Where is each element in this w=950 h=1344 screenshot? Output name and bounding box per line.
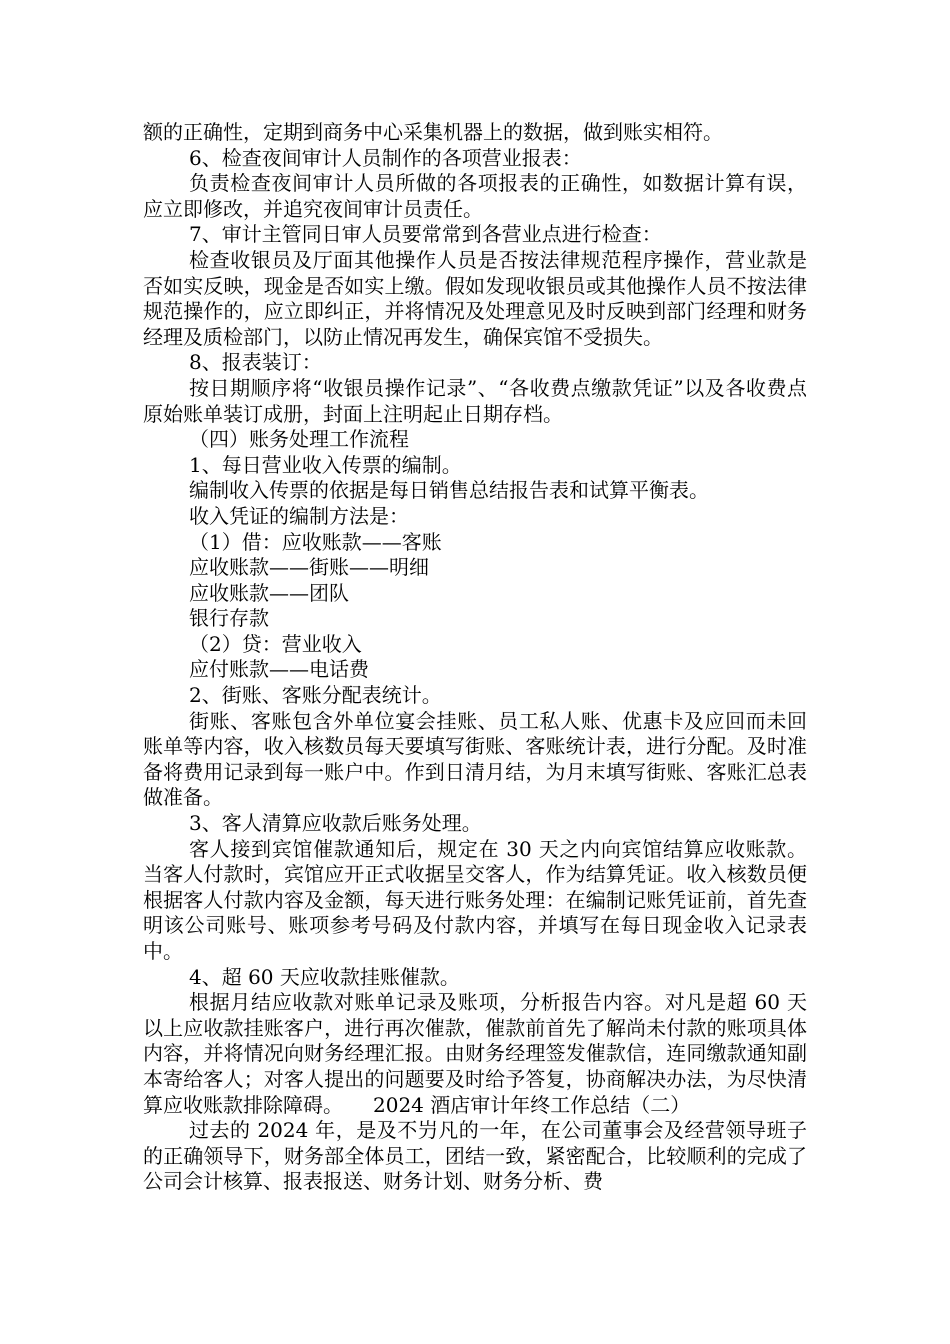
- journal-entry-line: 银行存款: [189, 606, 269, 631]
- paragraph: 编制收入传票的依据是每日销售总结报告表和试算平衡表。: [189, 478, 709, 503]
- journal-entry-line: （1）借：应收账款——客账: [189, 529, 442, 554]
- paragraph: 街账、客账包含外单位宴会挂账、员工私人账、优惠卡及应回而未回账单等内容，收入核数员每天要填写街账、客账统计表，进行分配。及时准备将费用记录到每一账户中。作到日清月结，为月末填写街账、客账汇总表做准备。: [143, 708, 807, 810]
- heading-item-8: 8、报表装订：: [189, 350, 322, 375]
- journal-entry-line: （2）贷：营业收入: [189, 631, 362, 656]
- document-body: [143, 120, 807, 1195]
- heading-item-6: 6、检查夜间审计人员制作的各项营业报表：: [189, 145, 582, 170]
- paragraph: 按日期顺序将“收银员操作记录”、“各收费点缴款凭证”以及各收费点原始账单装订成册，封面上注明起止日期存档。: [143, 375, 807, 426]
- journal-entry-line: 应收账款——团队: [189, 580, 349, 605]
- paragraph: 检查收银员及厅面其他操作人员是否按法律规范程序操作，营业款是否如实反映，现金是否如实上缴。假如发现收银员或其他操作人员不按法律规范操作的，应立即纠正，并将情况及处理意见及时反映到部门经理和财务经理及质检部门，以防止情况再发生，确保宾馆不受损失。: [143, 247, 807, 349]
- heading-item-4: 4、超 60 天应收款挂账催款。: [189, 964, 460, 989]
- paragraph: 收入凭证的编制方法是：: [189, 503, 409, 528]
- heading-item-2: 2、街账、客账分配表统计。: [189, 683, 442, 708]
- paragraph: 额的正确性，定期到商务中心采集机器上的数据，做到账实相符。: [143, 120, 723, 144]
- heading-item-1: 1、每日营业收入传票的编制。: [189, 452, 462, 477]
- paragraph: 负责检查夜间审计人员所做的各项报表的正确性，如数据计算有误，应立即修改，并追究夜间审计员责任。: [143, 171, 807, 221]
- paragraph: 过去的 2024 年，是及不屶凡的一年，在公司董事会及经营领导班子的正确领导下，财务部全体员工，团结一致，紧密配合，比较顺利的完成了公司会计核算、报表报送、财务计划、财务分析、费: [143, 1118, 807, 1194]
- journal-entry-line: 应付账款——电话费: [189, 657, 369, 682]
- section-heading: （四）账务处理工作流程: [189, 427, 409, 452]
- journal-entry-line: 应收账款——街账——明细: [189, 555, 429, 580]
- paragraph: 客人接到宾馆催款通知后，规定在 30 天之内向宾馆结算应收账款。当客人付款时，宾馆应开正式收据呈交客人，作为结算凭证。收入核数员便根据客人付款内容及金额，每天进行账务处理：在编制记账凭证前，首先查明该公司账号、账项参考号码及付款内容，并填写在每日现金收入记录表中。: [143, 836, 807, 963]
- heading-item-3: 3、客人清算应收款后账务处理。: [189, 811, 482, 836]
- heading-item-7: 7、审计主管同日审人员要常常到各营业点进行检查：: [189, 222, 662, 247]
- paragraph: 根据月结应收款对账单记录及账项，分析报告内容。对凡是超 60 天以上应收款挂账客户，进行再次催款，催款前首先了解尚未付款的账项具体内容，并将情况向财务经理汇报。由财务经理签发催款信，连同缴款通知副本寄给客人；对客人提出的问题要及时给予答复，协商解决办法，为尽快清算应收账款排除障碍。 2024 酒店审计年终工作总结（二）: [143, 990, 807, 1117]
